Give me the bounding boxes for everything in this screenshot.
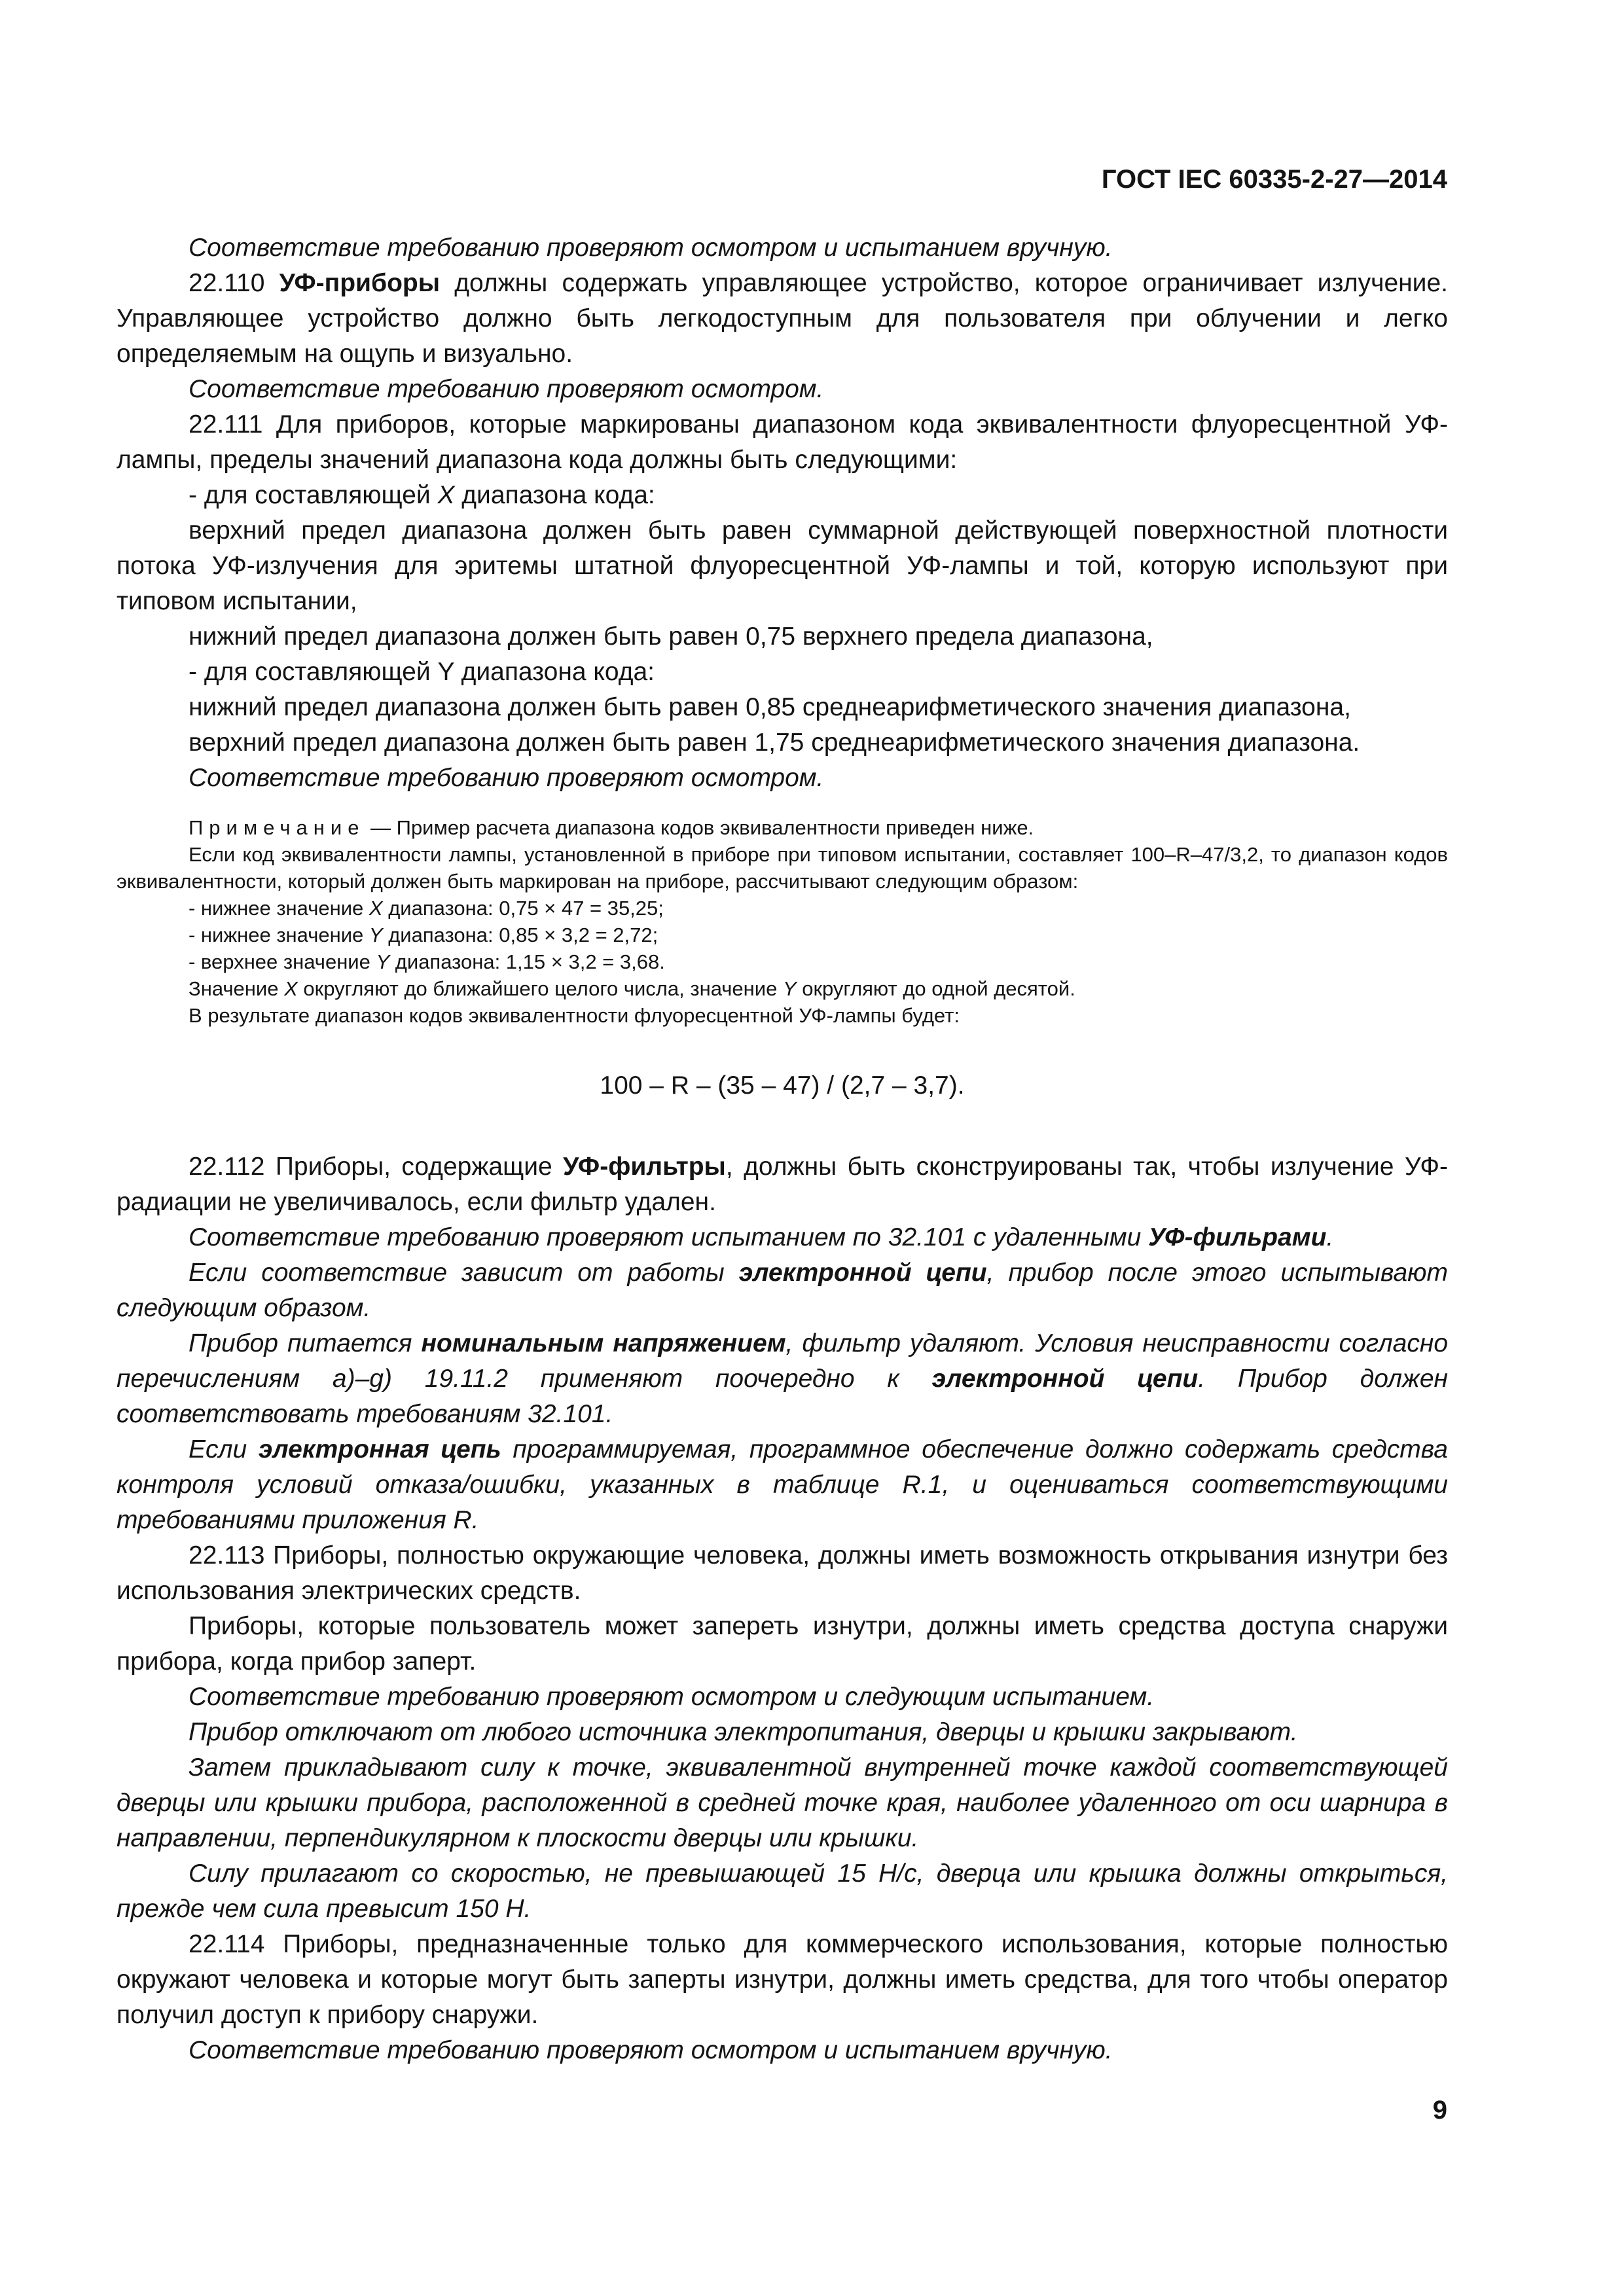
variable: X [284, 977, 298, 1000]
variable: Y [376, 950, 390, 973]
variable: X [437, 481, 455, 509]
paragraph: Приборы, которые пользователь может запереть изнутри, должны иметь средства доступа снаружи прибора, когда прибор заперт. [117, 1612, 1448, 1676]
paragraph: 22.111 Для приборов, которые маркированы диапазоном кода эквивалентности флуоресцентной УФ-лампы, пределы значений диапазона кода должны быть следующими: [117, 410, 1448, 474]
note-block [117, 814, 1448, 1029]
paragraph: 22.114 Приборы, предназначенные только для коммерческого использования, которые полностью окружают человека и которые могут быть заперты изнутри, должны иметь средства, для того чтобы оператор получил доступ к прибору снаружи. [117, 1930, 1448, 2029]
paragraph [117, 1220, 1448, 1255]
note-paragraph: В результате диапазон кодов эквивалентности флуоресцентной УФ-лампы будет: [189, 1004, 960, 1027]
paragraph: Соответствие требованию проверяют осмотром. [189, 764, 824, 792]
defined-term: электронной цепи [931, 1365, 1199, 1393]
paragraph [117, 266, 1448, 372]
text: округляют до одной десятой. [796, 977, 1075, 1000]
formula: 100 – R – (35 – 47) / (2,7 – 3,7). [600, 1071, 965, 1100]
paragraph: верхний предел диапазона должен быть равен суммарной действующей поверхностной плотности потока УФ-излучения для эритемы штатной флуоресцентной УФ-лампы и той, которую используют при типовом испытании, [117, 516, 1448, 615]
paragraph: Затем прикладывают силу к точке, эквивалентной внутренней точке каждой соответствующей дверцы или крышки прибора, расположенной в средней точке края, наиболее удаленного от оси шарнира в направлении, перпендикулярном к плоскости дверцы или крышки. [117, 1753, 1448, 1852]
note-list-item [117, 922, 1448, 948]
paragraph: нижний предел диапазона должен быть равен 0,85 среднеарифметического значения диапазона, [189, 693, 1351, 721]
text: — Пример расчета диапазона кодов эквивалентности приведен ниже. [365, 816, 1034, 839]
text: , прибор после этого испытывают следующим образом. [117, 1259, 1448, 1322]
paragraph: 22.113 Приборы, полностью окружающие человека, должны иметь возможность открывания изнутри без использования электрических средств. [117, 1541, 1448, 1605]
defined-term: электронной цепи [738, 1259, 987, 1287]
paragraph: верхний предел диапазона должен быть равен 1,75 среднеарифметического значения диапазона. [189, 728, 1360, 757]
paragraph [117, 1255, 1448, 1326]
variable: Y [782, 977, 797, 1000]
text: Прибор питается [189, 1329, 422, 1357]
text: Если соответствие зависит от работы [189, 1259, 739, 1287]
text: . [1326, 1223, 1334, 1251]
document-body [117, 230, 1448, 2068]
defined-term: УФ-фильрами [1148, 1223, 1327, 1251]
text: диапазона: 1,15 × 3,2 = 3,68. [389, 950, 665, 973]
defined-term: УФ-приборы [279, 269, 441, 297]
paragraph: Соответствие требованию проверяют осмотром и испытанием вручную. [189, 2036, 1113, 2064]
paragraph: Силу прилагают со скоростью, не превышающей 15 Н/с, дверца или крышка должны открыться, прежде чем сила превысит 150 Н. [117, 1859, 1448, 1923]
note-list-item [117, 895, 1448, 922]
text: 22.112 Приборы, содержащие [189, 1153, 564, 1181]
note-list-item [117, 948, 1448, 975]
paragraph: Соответствие требованию проверяют осмотром и испытанием вручную. [189, 234, 1113, 262]
text: диапазона: 0,85 × 3,2 = 2,72; [382, 924, 659, 946]
text: Значение [189, 977, 285, 1000]
paragraph [117, 1149, 1448, 1220]
note-paragraph: Если код эквивалентности лампы, установленной в приборе при типовом испытании, составляет 100–R–47/3,2, то диапазон кодов эквивалентности, который должен быть маркирован на приборе, рассчитывают следующим образом: [117, 843, 1448, 893]
paragraph: нижний предел диапазона должен быть равен 0,75 верхнего предела диапазона, [189, 622, 1153, 651]
text: - для составляющей [189, 481, 438, 509]
text: диапазона: 0,75 × 47 = 35,25; [382, 897, 664, 920]
paragraph: - для составляющей Y диапазона кода: [189, 658, 655, 686]
paragraph: Соответствие требованию проверяют осмотром и следующим испытанием. [189, 1683, 1155, 1711]
text: Соответствие требованию проверяют испытанием по 32.101 с удаленными [189, 1223, 1149, 1251]
text: округляют до ближайшего целого числа, значение [297, 977, 783, 1000]
text: - нижнее значение [189, 897, 369, 920]
page-number: 9 [1432, 2096, 1447, 2125]
note-label: Примечание [189, 816, 365, 839]
defined-term: номинальным напряжением [421, 1329, 786, 1357]
text: - верхнее значение [189, 950, 376, 973]
text: программируемая, программное обеспечение должно содержать средства контроля условий отказа/ошибки, указанных в таблице R.1, и оцениваться соответствующими требованиями приложения R. [117, 1435, 1448, 1534]
note-title [117, 814, 1448, 841]
paragraph [117, 478, 1448, 513]
note-paragraph [117, 975, 1448, 1002]
paragraph [117, 1326, 1448, 1432]
variable: X [369, 897, 383, 920]
text: , фильтр удаляют. Условия неисправности согласно перечислениям a)–g) 19.11.2 применяют поочередно к [117, 1329, 1449, 1393]
text: должны содержать управляющее устройство, которое ограничивает излучение. Управляющее устройство должно быть легкодоступным для пользователя при облучении и легко определяемым на ощупь и визуально. [117, 269, 1448, 368]
document-header: ГОСТ IEC 60335-2-27—2014 [1101, 165, 1447, 194]
text: Если [189, 1435, 259, 1463]
defined-term: электронная цепь [258, 1435, 501, 1463]
defined-term: УФ-фильтры [563, 1153, 726, 1181]
clause-number: 22.110 [189, 269, 280, 297]
text: . Прибор должен соответствовать требованиям 32.101. [117, 1365, 1449, 1428]
text: , должны быть сконструированы так, чтобы излучение УФ-радиации не увеличивалось, если фильтр удален. [117, 1153, 1448, 1216]
text: диапазона кода: [454, 481, 655, 509]
paragraph: Прибор отключают от любого источника электропитания, дверцы и крышки закрывают. [189, 1718, 1298, 1746]
variable: Y [369, 924, 383, 946]
paragraph: Соответствие требованию проверяют осмотром. [189, 375, 824, 403]
text: - нижнее значение [189, 924, 369, 946]
paragraph [117, 1432, 1448, 1538]
